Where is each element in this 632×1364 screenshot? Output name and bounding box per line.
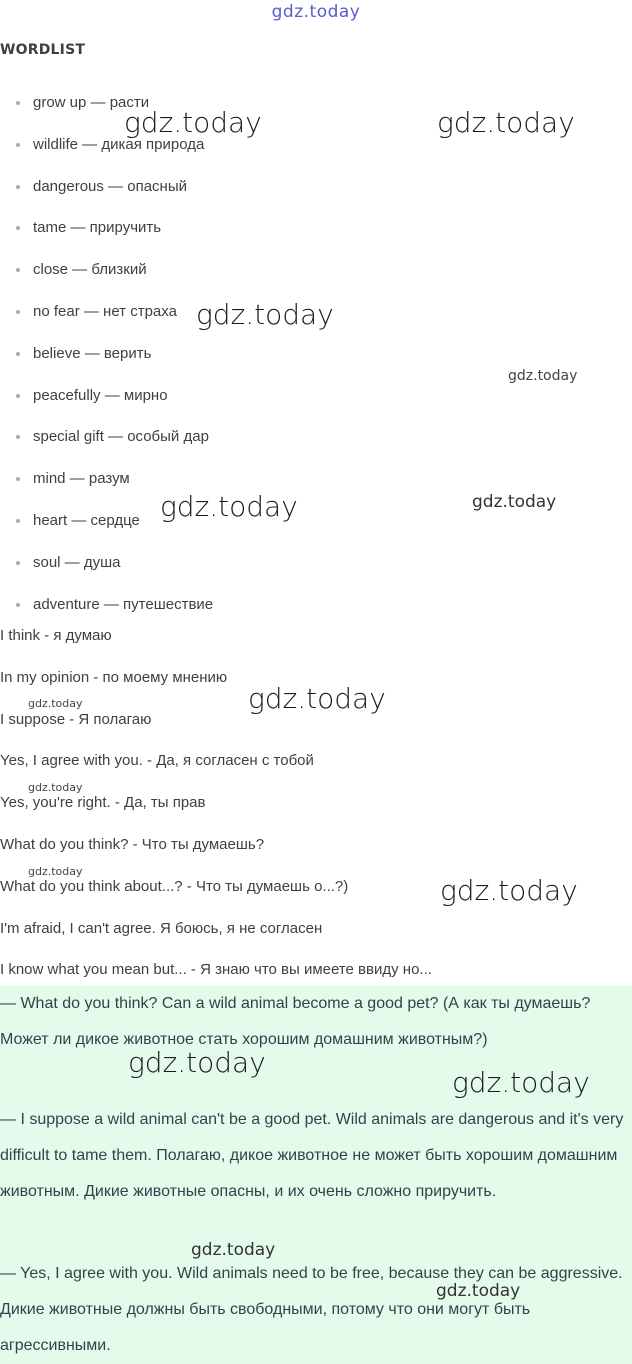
watermark: gdz.today: [28, 697, 83, 710]
watermark: gdz.today: [196, 298, 334, 331]
list-item: [0, 383, 213, 425]
dialog-paragraph: — I suppose a wild animal can't be a good pet. Wild animals are dangerous and it's very difficult to tame them. Полагаю, дикое животное не может быть хорошим домашним животным. Дикие животные опасны, и их очень сложно приручить.: [0, 1111, 624, 1200]
phrase-line: I'm afraid, I can't agree. Я боюсь, я не согласен: [0, 919, 323, 937]
watermark: gdz.today: [437, 106, 575, 139]
list-item: [0, 215, 213, 257]
wordlist-entry: close — близкий: [33, 261, 147, 279]
wordlist-entry: dangerous — опасный: [33, 177, 187, 195]
bullet-icon: [16, 394, 20, 398]
watermark: gdz.today: [191, 1240, 276, 1260]
wordlist-entry: no fear — нет страха: [33, 302, 177, 320]
wordlist-entry: soul — душа: [33, 553, 121, 571]
wordlist-entry: grow up — расти: [33, 94, 150, 111]
list-item: [0, 466, 213, 508]
list-item: [0, 257, 213, 299]
bullet-icon: [16, 352, 20, 356]
watermark: gdz.today: [160, 490, 298, 523]
bullet-icon: [16, 477, 20, 481]
phrase-line: I know what you mean but... - Я знаю что вы имеете ввиду но...: [0, 961, 432, 979]
wordlist-entry: peacefully — мирно: [33, 386, 168, 404]
list-item: [0, 424, 213, 466]
bullet-icon: [16, 143, 20, 147]
watermark: gdz.today: [124, 106, 262, 139]
bullet-icon: [16, 310, 20, 314]
list-item: [0, 550, 213, 592]
list-item: [0, 174, 213, 216]
list-item: [0, 90, 213, 132]
wordlist-heading: WORDLIST: [0, 42, 86, 58]
wordlist-entry: special gift — особый дар: [33, 428, 209, 446]
wordlist-entry: wildlife — дикая природа: [33, 135, 205, 153]
dialog-paragraph: — What do you think? Can a wild animal become a good pet? (А как ты думаешь? Может ли дикое животное стать хорошим домашним животным?): [0, 995, 591, 1048]
phrase-list: [0, 623, 432, 999]
bullet-icon: [16, 519, 20, 523]
watermark: gdz.today: [472, 492, 557, 512]
bullet-icon: [16, 101, 20, 105]
list-item: [0, 341, 213, 383]
watermark: gdz.today: [28, 865, 83, 878]
phrase-line: Yes, I agree with you. - Да, я согласен с тобой: [0, 752, 314, 770]
phrase-line: I think - я думаю: [0, 627, 112, 644]
watermark: gdz.today: [28, 781, 83, 794]
wordlist-entry: believe — верить: [33, 344, 152, 362]
list-item: [0, 132, 213, 174]
watermark: gdz.today: [436, 1281, 521, 1301]
watermark: gdz.today: [248, 682, 386, 715]
wordlist-entry: mind — разум: [33, 470, 130, 488]
bullet-icon: [16, 226, 20, 230]
wordlist-entry: tame — приручить: [33, 219, 162, 237]
phrase-line: In my opinion - по моему мнению: [0, 668, 228, 686]
wordlist-entry: adventure — путешествие: [33, 595, 214, 613]
phrase-line: What do you think? - Что ты думаешь?: [0, 835, 265, 853]
watermark: gdz.today: [128, 1046, 266, 1079]
watermark: gdz.today: [452, 1066, 590, 1099]
list-item: [0, 299, 213, 341]
bullet-icon: [16, 435, 20, 439]
phrase-line: Yes, you're right. - Да, ты прав: [0, 794, 206, 812]
bullet-icon: [16, 185, 20, 189]
watermark: gdz.today: [440, 874, 578, 907]
phrase-line: I suppose - Я полагаю: [0, 710, 152, 728]
wordlist: [0, 90, 213, 633]
bullet-icon: [16, 561, 20, 565]
wordlist-entry: heart — сердце: [33, 511, 140, 529]
bullet-icon: [16, 268, 20, 272]
dialog-paragraph: — Yes, I agree with you. Wild animals need to be free, because they can be aggressive. Дикие животные должны быть свободными, потому что они могут быть агрессивными.: [0, 1265, 623, 1354]
site-logo: gdz.today: [271, 2, 361, 22]
dialog-answer-block: [0, 986, 632, 1364]
watermark: gdz.today: [508, 368, 578, 384]
list-item: [0, 508, 213, 550]
bullet-icon: [16, 603, 20, 607]
phrase-line: What do you think about...? - Что ты думаешь о...?): [0, 877, 349, 895]
